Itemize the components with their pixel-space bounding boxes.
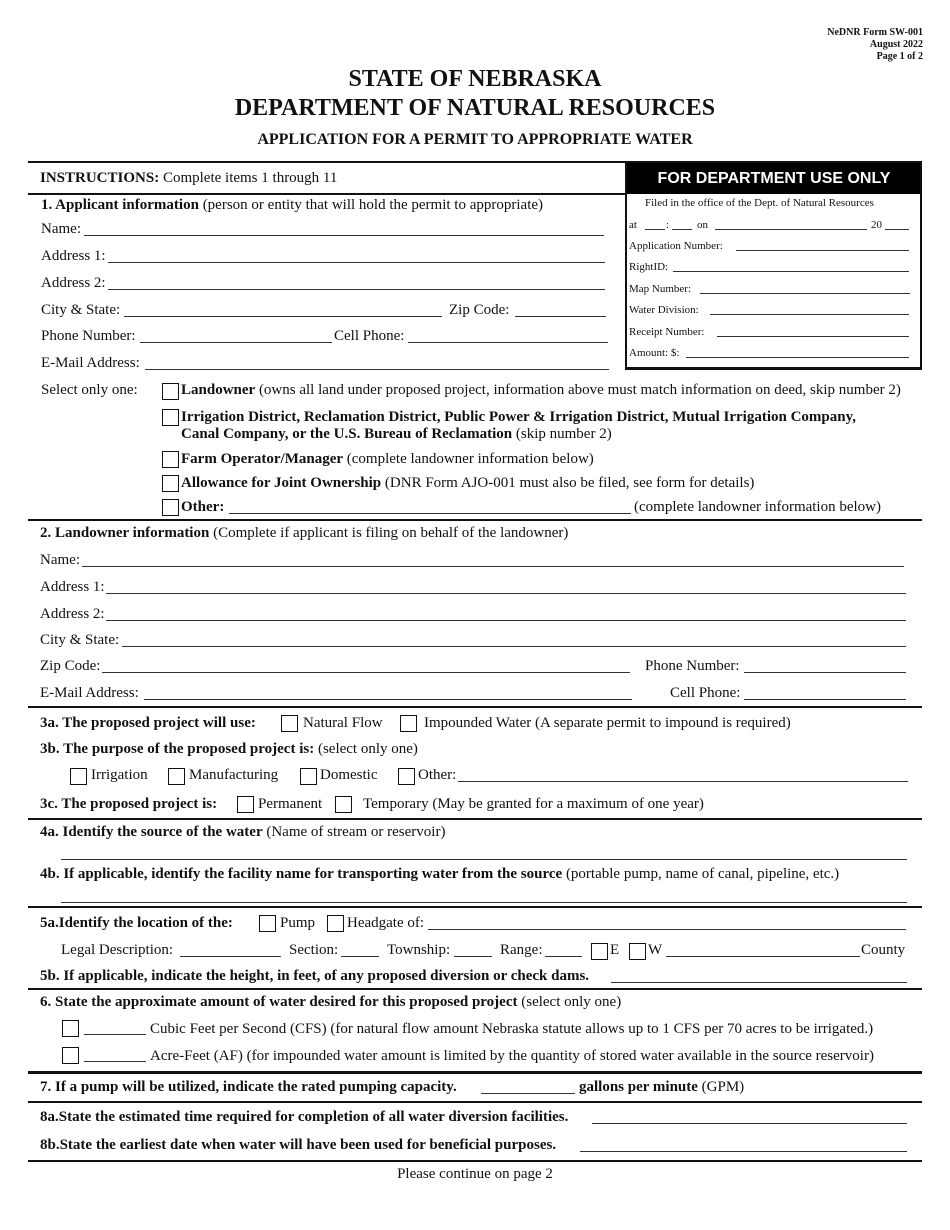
other-label: Other: <box>181 499 225 515</box>
pump-checkbox[interactable] <box>259 915 276 932</box>
s8a-field[interactable] <box>592 1110 907 1124</box>
natural-flow-label: Natural Flow <box>303 715 383 731</box>
farm-operator-note: (complete landowner information below) <box>346 451 594 467</box>
farm-operator-option <box>181 451 594 468</box>
s3b-heading-row <box>40 741 418 758</box>
pumping-capacity-field[interactable] <box>481 1080 575 1094</box>
s3b-note: (select only one) <box>317 741 418 757</box>
s2-email-label: E-Mail Address: <box>40 685 139 701</box>
dept-box-right <box>920 161 922 370</box>
s1-address1-label: Address 1: <box>41 248 106 264</box>
instructions-text: Complete items 1 through 11 <box>162 170 338 186</box>
s1-name-field[interactable] <box>84 222 604 236</box>
domestic-label: Domestic <box>320 767 378 783</box>
joint-ownership-note: (DNR Form AJO-001 must also be filed, see form for details) <box>384 475 755 491</box>
other-checkbox[interactable] <box>162 499 179 516</box>
s5b-field[interactable] <box>611 969 907 983</box>
s1-rule <box>28 519 922 521</box>
dept-water-division-field[interactable] <box>710 304 909 315</box>
s2-cell-field[interactable] <box>744 686 906 700</box>
township-field[interactable] <box>454 943 492 957</box>
s2-name-label: Name: <box>40 552 80 568</box>
purpose-other-field[interactable] <box>458 768 908 782</box>
s1-email-label: E-Mail Address: <box>41 355 140 371</box>
s6-rule <box>28 1071 922 1074</box>
cfs-label: Cubic Feet per Second (CFS) (for natural flow amount Nebraska statute allows up to 1 CFS per 70 acres to be irrigated.) <box>150 1021 874 1037</box>
impounded-water-label: Impounded Water (A separate permit to impound is required) <box>424 715 791 731</box>
impounded-water-checkbox[interactable] <box>400 715 417 732</box>
s1-zip-label: Zip Code: <box>449 302 510 318</box>
s2-name-field[interactable] <box>82 553 904 567</box>
dept-at: at <box>629 219 637 231</box>
purpose-other-label: Other: <box>418 767 457 783</box>
irrigation-label: Irrigation <box>91 767 148 783</box>
s2-phone-label: Phone Number: <box>645 658 740 674</box>
dept-filed: Filed in the office of the Dept. of Natural Resources <box>645 197 874 209</box>
s5a-label: 5a.Identify the location of the: <box>40 915 233 931</box>
dept-amount-field[interactable] <box>686 347 909 358</box>
s1-note: (person or entity that will hold the permit to appropriate) <box>202 197 544 213</box>
range-label: Range: <box>500 942 543 958</box>
township-label: Township: <box>387 942 451 958</box>
s2-address1-label: Address 1: <box>40 579 105 595</box>
joint-ownership-checkbox[interactable] <box>162 475 179 492</box>
s1-zip-field[interactable] <box>515 303 606 317</box>
dept-box-left <box>625 161 627 370</box>
dept-minute-field[interactable] <box>672 219 692 230</box>
range-west-label: W <box>648 942 663 958</box>
af-field[interactable] <box>84 1048 146 1062</box>
s2-rule <box>28 706 922 708</box>
s1-city-state-field[interactable] <box>124 303 442 317</box>
s8b-label: 8b.State the earliest date when water will have been used for beneficial purposes. <box>40 1137 557 1153</box>
s3b-label: 3b. The purpose of the proposed project is: <box>40 741 315 757</box>
s1-email-field[interactable] <box>145 356 609 370</box>
s1-address2-label: Address 2: <box>41 275 106 291</box>
temporary-checkbox[interactable] <box>335 796 352 813</box>
s2-heading-row <box>40 525 568 542</box>
headgate-field[interactable] <box>428 916 906 930</box>
state-title: STATE OF NEBRASKA <box>348 66 602 92</box>
headgate-label: Headgate of: <box>347 915 425 931</box>
s2-zip-field[interactable] <box>102 659 630 673</box>
instructions-rule <box>28 193 626 195</box>
dept-receipt-number: Receipt Number: <box>629 326 705 338</box>
s1-heading: 1. Applicant information <box>41 197 199 213</box>
dept-year: 20 <box>871 219 882 231</box>
s1-address1-field[interactable] <box>108 249 605 263</box>
temporary-label: Temporary (May be granted for a maximum of one year) <box>363 796 704 812</box>
s1-phone-field[interactable] <box>140 329 332 343</box>
dept-right-id: RightID: <box>629 261 669 273</box>
af-checkbox[interactable] <box>62 1047 79 1064</box>
s4b-field[interactable] <box>61 889 907 903</box>
landowner-option <box>181 382 901 399</box>
gpm-abbr: (GPM) <box>701 1079 745 1095</box>
permanent-label: Permanent <box>258 796 323 812</box>
district-checkbox[interactable] <box>162 409 179 426</box>
form-date: August 2022 <box>869 39 923 50</box>
s8b-field[interactable] <box>580 1138 907 1152</box>
s5-rule <box>28 988 922 990</box>
s2-address2-label: Address 2: <box>40 606 105 622</box>
section-label: Section: <box>289 942 339 958</box>
other-note: (complete landowner information below) <box>634 499 882 515</box>
dept-right-id-field[interactable] <box>673 261 909 272</box>
domestic-checkbox[interactable] <box>300 768 317 785</box>
s6-heading-row <box>40 994 621 1011</box>
s4a-label: 4a. Identify the source of the water <box>40 824 263 840</box>
dept-application-number: Application Number: <box>629 240 723 252</box>
s1-phone-label: Phone Number: <box>41 328 136 344</box>
s1-heading-row <box>41 197 543 214</box>
s2-city-state-field[interactable] <box>122 633 906 647</box>
s7-units <box>579 1079 744 1096</box>
s3a-label: 3a. The proposed project will use: <box>40 715 256 731</box>
s4a-note: (Name of stream or reservoir) <box>266 824 446 840</box>
natural-flow-checkbox[interactable] <box>281 715 298 732</box>
application-title: APPLICATION FOR A PERMIT TO APPROPRIATE WATER <box>257 131 693 148</box>
farm-operator-checkbox[interactable] <box>162 451 179 468</box>
s4a-heading-row <box>40 824 445 841</box>
district-label-1: Irrigation District, Reclamation District, Public Power & Irrigation District, Mutual Irrigation Company, <box>181 409 857 425</box>
s4-rule <box>28 906 922 908</box>
pump-label: Pump <box>280 915 316 931</box>
range-field[interactable] <box>545 943 582 957</box>
legal-description-field[interactable] <box>180 943 281 957</box>
s1-name-label: Name: <box>41 221 81 237</box>
purpose-other-checkbox[interactable] <box>398 768 415 785</box>
s1-city-state-label: City & State: <box>41 302 121 318</box>
dept-box-bottom <box>625 367 922 370</box>
dept-on: on <box>697 219 708 231</box>
landowner-label: Landowner <box>181 382 256 398</box>
s2-heading: 2. Landowner information <box>40 525 210 541</box>
dept-colon: : <box>666 219 670 231</box>
district-label-2: Canal Company, or the U.S. Bureau of Reclamation <box>181 426 513 442</box>
s2-phone-field[interactable] <box>744 659 906 673</box>
s1-select-one: Select only one: <box>41 382 138 398</box>
section-field[interactable] <box>341 943 379 957</box>
s6-note: (select only one) <box>521 994 622 1010</box>
dept-water-division: Water Division: <box>629 304 699 316</box>
s8a-label: 8a.State the estimated time required for completion of all water diversion facilities. <box>40 1109 569 1125</box>
joint-ownership-option <box>181 475 754 492</box>
dept-date-field[interactable] <box>715 219 867 230</box>
s4b-note: (portable pump, name of canal, pipeline, etc.) <box>565 866 840 882</box>
s8-rule <box>28 1160 922 1162</box>
s7-rule <box>28 1101 922 1103</box>
county-field[interactable] <box>666 943 860 957</box>
s2-city-state-label: City & State: <box>40 632 120 648</box>
s2-cell-label: Cell Phone: <box>670 685 741 701</box>
s2-address1-field[interactable] <box>106 580 906 594</box>
s2-email-field[interactable] <box>144 686 632 700</box>
dept-hour-field[interactable] <box>645 219 665 230</box>
s3c-label: 3c. The proposed project is: <box>40 796 218 812</box>
page-number: Page 1 of 2 <box>876 51 923 62</box>
district-note: (skip number 2) <box>515 426 612 442</box>
manufacturing-label: Manufacturing <box>189 767 279 783</box>
s2-note: (Complete if applicant is filing on behalf of the landowner) <box>213 525 569 541</box>
s7-label: 7. If a pump will be utilized, indicate the rated pumping capacity. <box>40 1079 457 1095</box>
other-field[interactable] <box>229 500 631 514</box>
cfs-checkbox[interactable] <box>62 1020 79 1037</box>
joint-ownership-label: Allowance for Joint Ownership <box>181 475 382 491</box>
s2-address2-field[interactable] <box>106 607 906 621</box>
s1-address2-field[interactable] <box>108 276 605 290</box>
af-label: Acre-Feet (AF) (for impounded water amount is limited by the quantity of stored water available in the source reservoir) <box>150 1048 874 1064</box>
dept-receipt-number-field[interactable] <box>717 326 909 337</box>
s5b-label: 5b. If applicable, indicate the height, in feet, of any proposed diversion or check dams. <box>40 968 590 984</box>
farm-operator-label: Farm Operator/Manager <box>181 451 344 467</box>
headgate-checkbox[interactable] <box>327 915 344 932</box>
dept-amount: Amount: $: <box>629 347 680 359</box>
cfs-field[interactable] <box>84 1021 146 1035</box>
s4b-heading-row <box>40 866 839 883</box>
s1-cell-label: Cell Phone: <box>334 328 405 344</box>
dept-use-title: FOR DEPARTMENT USE ONLY <box>627 163 921 194</box>
form-id: NeDNR Form SW-001 <box>827 27 923 38</box>
dept-map-number-field[interactable] <box>700 283 910 294</box>
manufacturing-checkbox[interactable] <box>168 768 185 785</box>
department-title: DEPARTMENT OF NATURAL RESOURCES <box>234 95 716 121</box>
instructions-label: INSTRUCTIONS: <box>40 170 160 186</box>
s1-cell-field[interactable] <box>408 329 608 343</box>
dept-application-number-field[interactable] <box>736 240 909 251</box>
range-east-checkbox[interactable] <box>591 943 608 960</box>
county-label: County <box>861 942 906 958</box>
s4a-field[interactable] <box>61 846 907 860</box>
s4b-label: 4b. If applicable, identify the facility name for transporting water from the source <box>40 866 563 882</box>
district-option-2 <box>181 426 612 443</box>
s2-zip-label: Zip Code: <box>40 658 101 674</box>
gpm-label: gallons per minute <box>579 1079 698 1095</box>
irrigation-checkbox[interactable] <box>70 768 87 785</box>
legal-description-label: Legal Description: <box>61 942 174 958</box>
landowner-note: (owns all land under proposed project, information above must match information on deed, skip number 2) <box>258 382 901 398</box>
range-west-checkbox[interactable] <box>629 943 646 960</box>
landowner-checkbox[interactable] <box>162 383 179 400</box>
permanent-checkbox[interactable] <box>237 796 254 813</box>
s3-rule <box>28 818 922 820</box>
instructions <box>40 170 337 187</box>
s6-label: 6. State the approximate amount of water desired for this proposed project <box>40 994 518 1010</box>
range-east-label: E <box>610 942 620 958</box>
continue-note: Please continue on page 2 <box>397 1166 553 1182</box>
dept-map-number: Map Number: <box>629 283 692 295</box>
dept-year-field[interactable] <box>885 219 909 230</box>
form-header-meta <box>827 27 923 63</box>
